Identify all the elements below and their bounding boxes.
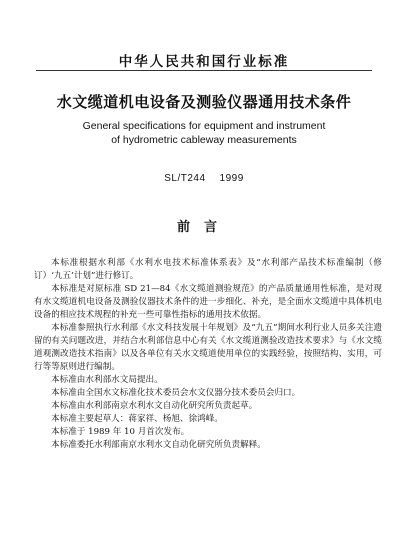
title-english-line: General specifications for equipment and instrument xyxy=(82,120,326,132)
document-title-chinese: 水文缆道机电设备及测验仪器通用技术条件 xyxy=(56,93,352,111)
standard-category-header: 中华人民共和国行业标准 xyxy=(118,54,290,70)
preface-body xyxy=(34,257,382,452)
preface-paragraph: 本标准于 1989 年 10 月首次发布。 xyxy=(51,427,190,437)
preface-paragraph: 本标准由水利部水文局提出。 xyxy=(51,375,163,385)
header-rule xyxy=(36,70,372,71)
standard-year: 1999 xyxy=(219,173,244,184)
preface-paragraph: 本标准参照执行水利部《水文科技发展十年规划》及“九五”期间水利行业人员多关注遗留的有关问题改进，并结合水利部信息中心有关《水文缆道测验改造技术要求》与《水文缆道观测改造技术指南》以及各单位有关水文缆道使用单位的实践经验，按照结构、实用，可行等等原则进行编制。 xyxy=(34,323,382,372)
preface-paragraph: 本标准由水利部南京水利水文自动化研究所负责起草。 xyxy=(51,401,258,411)
preface-paragraph: 本标准由全国水文标准化技术委员会水文仪器分技术委员会归口。 xyxy=(51,388,301,398)
preface-paragraph: 本标准主要起草人：蒋家祥、杨旭、徐鸿峰。 xyxy=(51,414,223,424)
title-english-line: of hydrometric cableway measurements xyxy=(111,134,297,146)
preface-paragraph: 本标准委托水利部南京水利水文自动化研究所负责解释。 xyxy=(51,440,266,450)
preface-paragraph: 本标准根据水利部《水利水电技术标准体系表》及“水利部产品技术标准编制（修订）‘九五’计划”进行修订。 xyxy=(34,258,382,281)
preface-paragraph: 本标准是对原标准 SD 21—84《水文缆道测验规范》的产品质量通用性标准，是对现有水文缆道机电设备及测验仪器技术条件的进一步细化、补充，是全面水文缆道中具体机电设备的相应技术规程的补充一些可靠性指标的通用技术依据。 xyxy=(34,284,382,320)
standard-code xyxy=(0,173,408,184)
standard-number: SL/T244 xyxy=(164,173,206,184)
preface-heading: 前言 xyxy=(176,220,231,235)
document-title-english xyxy=(0,119,408,147)
